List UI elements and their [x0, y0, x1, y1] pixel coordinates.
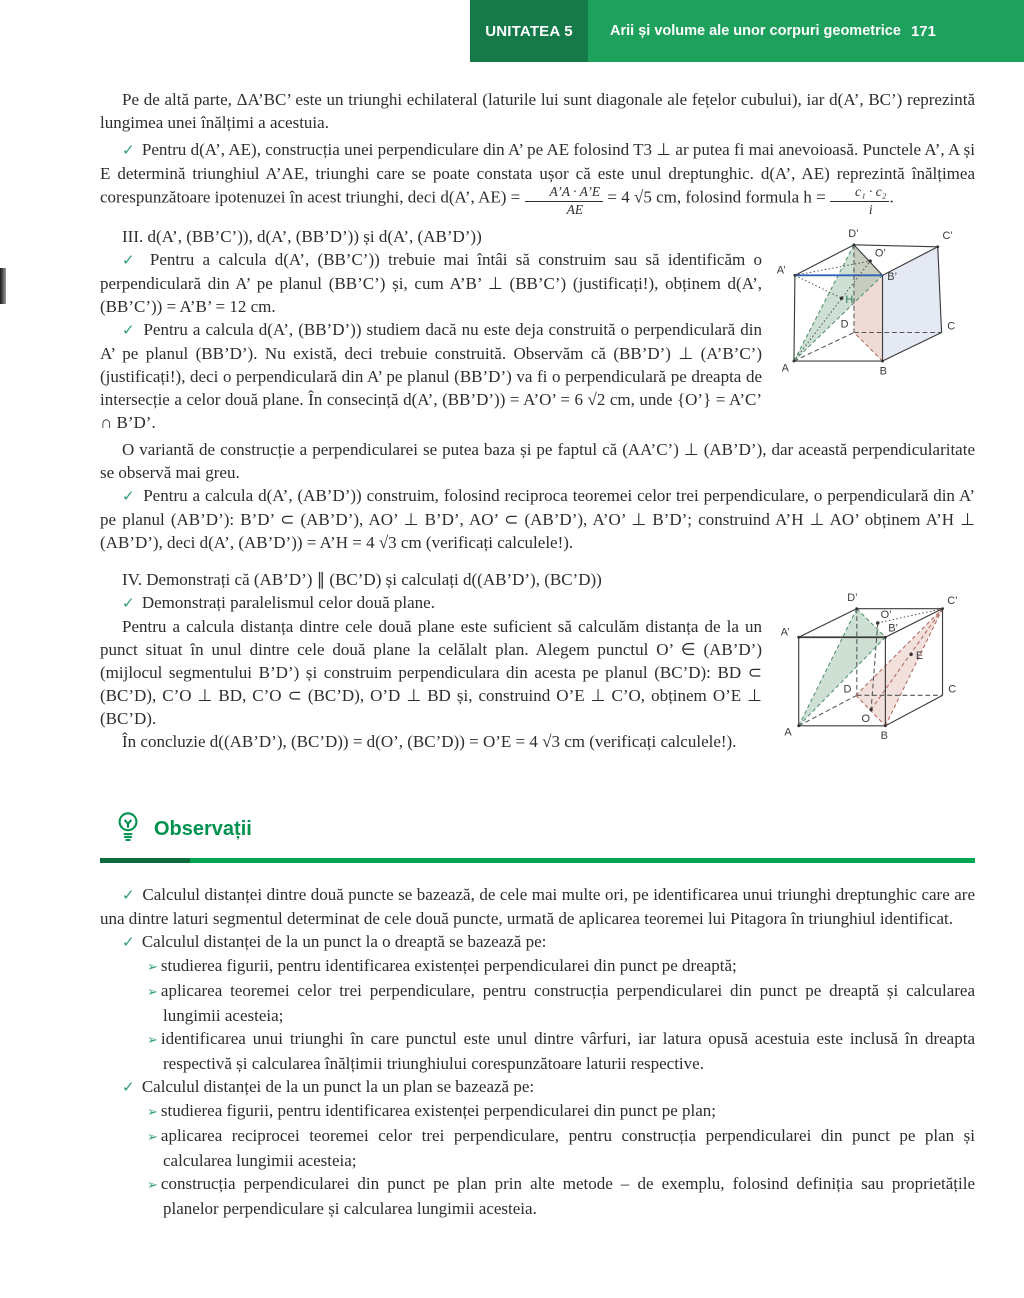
observatii-header	[114, 811, 975, 848]
paragraph-text: = 4 √5 cm, folosind formula h =	[603, 187, 830, 207]
paragraph-text: În concluzie d((AB’D’), (BC’D)) = d(O’, (BC’D)) = O’E = 4 √3 cm (verificați calculele!).	[122, 732, 737, 752]
vertex-label-b-prime: B’	[887, 271, 898, 284]
point-label-e: E	[915, 650, 924, 663]
vertex-label-c: C	[948, 683, 957, 696]
vertex-label-c-prime: C’	[947, 595, 958, 608]
heading-text: III. d(A’, (BB’C’)), d(A’, (BB’D’)) și d(A’, (AB’D’))	[122, 227, 482, 247]
obs-subitem	[100, 1124, 975, 1172]
subitem-text: aplicarea reciprocei teoremei celor trei perpendiculare, pentru construcția perpendicularei din punct pe plan și calcularea lungimii acesteia;	[160, 1126, 975, 1171]
section-iii	[100, 225, 975, 434]
cube-figure-1	[773, 221, 973, 388]
subitem-text: studierea figurii, pentru identificarea existenței perpendicularei din punct pe dreaptă;	[160, 956, 737, 976]
paragraph-bbc	[100, 248, 762, 318]
fraction-denominator: i	[868, 201, 873, 217]
observatii-title: Observații	[154, 818, 252, 841]
arrow-bullet-icon: ➢	[147, 1105, 158, 1121]
fraction	[830, 185, 890, 217]
fraction-denominator: AE	[566, 201, 584, 217]
check-icon: ✓	[122, 933, 135, 952]
heading-text: IV. Demonstrați că (AB’D’) ∥ (BC’D) și calculați d((AB’D’), (BC’D))	[122, 570, 602, 590]
paragraph-intro	[100, 88, 975, 134]
page-content	[100, 88, 975, 1220]
paragraph-distanta-plane	[100, 615, 762, 730]
vertex-label-a: A	[784, 726, 792, 739]
arrow-bullet-icon: ➢	[147, 960, 158, 976]
fraction-numerator: A’A · A’E	[525, 185, 604, 202]
subitem-text: construcția perpendicularei din punct pe plan prin alte metode – de exemplu, folosind definiția sau proprietățile planelor perpendiculare și calcularea lungimii acesteia.	[160, 1174, 975, 1219]
section-iv	[100, 568, 975, 753]
obs-subitem	[100, 954, 975, 979]
paragraph-text: Pentru a calcula d(A’, (AB’D’)) construim, folosind reciproca teoremei celor trei perpendiculare, o perpendiculară din A’ pe planul (AB’D’): B’D’ ⊂ (AB’D’), AO’ ⊥ B’D’, AO’ ⊂ (AB’D’), A’O’ ⊥ B’D’; construind A’H ⊥ AO’ obținem A’H ⊥ (AB’D’), deci d(A’, (AB’D’)) = A’H = 4 √3 cm (verificați calculele!).	[100, 486, 975, 553]
vertex-label-a: A	[781, 362, 789, 375]
chapter-subtitle: Arii și volume ale unor corpuri geometrice	[610, 23, 901, 39]
spine-mark	[0, 268, 6, 304]
check-icon: ✓	[122, 141, 135, 159]
obs-item-point-line	[100, 930, 975, 954]
paragraph-text: Demonstrați paralelismul celor două plane.	[141, 593, 435, 613]
paragraph-text: Pentru d(A’, AE), construcția unei perpendiculare din A’ pe AE folosind T3 ⊥ ar putea fi mai anevoioasă. Punctele A’, A și E determină triunghiul A’AE, triunghi care se poate constata ușor că este unul dreptunghic. d(A’, AE) reprezintă înălțimea corespunzătoare ipotenuzei în acest triunghi, deci d(A’, AE) =	[100, 140, 975, 207]
chapter-strip	[588, 0, 1024, 62]
vertex-label-b: B	[880, 730, 888, 743]
vertex-label-d: D	[843, 683, 852, 696]
obs-item-point-plane	[100, 1075, 975, 1099]
check-icon: ✓	[122, 321, 136, 340]
vertex-label-b: B	[879, 365, 887, 378]
face-bccb-fill	[883, 247, 942, 361]
section-iv-heading	[100, 568, 762, 591]
arrow-bullet-icon: ➢	[147, 1033, 158, 1049]
header-bar	[0, 0, 1024, 62]
point-label-o: O	[861, 713, 871, 726]
arrow-bullet-icon: ➢	[147, 985, 158, 1001]
check-icon: ✓	[122, 251, 139, 270]
paragraph-text: Calculul distanței dintre două puncte se bazează, de cele mai multe ori, pe identificarea unui triunghi dreptunghic care are una dintre laturi segmentul determinat de cele două puncte, urmată de aplicarea teoremei lui Pitagora în triunghiul identificat.	[100, 885, 975, 929]
obs-subitem	[100, 1027, 975, 1075]
paragraph-text: Calculul distanței de la un punct la un plan se bazează pe:	[141, 1077, 535, 1097]
paragraph-varianta	[100, 438, 975, 484]
point-label-o-prime: O’	[874, 247, 886, 260]
vertex-label-b-prime: B’	[888, 622, 898, 635]
section-iii-heading	[100, 225, 762, 248]
cube-figure-2	[773, 578, 973, 751]
paragraph-text: Pentru a calcula distanța dintre cele două plane este suficient să calculăm distanța de la un punct situat în unul dintre cele două plane la celălalt plan. Alegem punctul O’ ∈ (AB’D’) (mijlocul segmentului B’D’) și construim perpendiculara din acesta pe planul (BC’D): BD ⊂ (BC’D), C’O ⊥ BD, C’O ⊂ (BC’D), O’D ⊥ BD și, construind O’E ⊥ C’O, obținem O’E ⊥ (BC’D).	[100, 617, 762, 729]
obs-subitem	[100, 1172, 975, 1220]
check-icon: ✓	[122, 487, 136, 506]
arrow-bullet-icon: ➢	[147, 1178, 158, 1194]
paragraph-text: Pentru a calcula d(A’, (BB’C’)) trebuie mai întâi să construim sau să identificăm o perpendiculară din A’ pe planul (BB’C’) și, cum A’B’ ⊥ (BB’C’) (justificați!), obținem d(A’, (BB’C’)) = A’B’ = 12 cm.	[100, 250, 763, 317]
vertex-label-a-prime: A’	[780, 626, 790, 639]
cube-diagram-1-svg	[773, 221, 973, 383]
arrow-bullet-icon: ➢	[147, 1130, 158, 1146]
paragraph-text: O variantă de construcție a perpendicularei se putea baza și pe faptul că (AA’C’) ⊥ (AB’D’), dar această perpendicularitate se observă mai greu.	[100, 440, 975, 483]
paragraph-text: Calculul distanței de la un punct la o dreaptă se bazează pe:	[141, 932, 547, 952]
cube-diagram-2-svg	[773, 578, 973, 746]
vertex-label-d: D	[840, 318, 849, 331]
vertex-label-c-prime: C’	[942, 230, 953, 243]
subitem-text: identificarea unui triunghi în care punctul este unul dintre vârfuri, iar latura opusă acestuia este inclusă în dreapta respectivă și calcularea înălțimii triunghiului corespunzătoare laturii respective.	[160, 1029, 975, 1074]
point-label-o-prime: O’	[880, 609, 892, 622]
subitem-text: studierea figurii, pentru identificarea existenței perpendicularei din punct pe plan;	[160, 1101, 717, 1121]
paragraph-text: .	[889, 187, 894, 207]
vertex-label-a-prime: A’	[776, 264, 786, 277]
obs-item-distance-points	[100, 883, 975, 930]
obs-subitem	[100, 1099, 975, 1124]
subitem-text: aplicarea teoremei celor trei perpendiculare, pentru construcția perpendicularei din punct pe dreaptă și calcularea lungimii acesteia;	[160, 981, 975, 1026]
fraction	[525, 185, 604, 217]
paragraph-concluzie	[100, 730, 762, 753]
paragraph-text: Pentru a calcula d(A’, (BB’D’)) studiem dacă nu este deja construită o perpendiculară din A’ pe planul (BB’D’). Nu există, deci trebuie construită. Observăm că (BB’D’) ⊥ (A’B’C’) (justificați!), deci o perpendiculară din A’ pe planul (BB’D’) va fi o perpendiculară pe dreapta de intersecție a celor două plane. În consecință d(A’, (BB’D’)) = A’O’ = 6 √2 cm, unde {O’} = A’C’ ∩ B’D’.	[100, 320, 763, 433]
paragraph-bbd	[100, 318, 762, 434]
paragraph-abd	[100, 484, 975, 554]
lightbulb-icon	[114, 811, 142, 848]
check-icon: ✓	[122, 886, 135, 905]
paragraph-text: Pe de altă parte, ΔA’BC’ este un triunghi echilateral (laturile lui sunt diagonale ale fețelor cubului), iar d(A’, BC’) reprezintă lungimea unei înălțimi a acestuia.	[100, 90, 975, 132]
check-icon: ✓	[122, 1078, 135, 1097]
check-icon: ✓	[122, 594, 135, 613]
page-number: 171	[910, 22, 936, 40]
vertex-label-d-prime: D’	[847, 592, 858, 605]
fraction-numerator: c₁ · c₂	[830, 185, 890, 202]
vertex-label-c: C	[947, 320, 956, 333]
obs-subitem	[100, 979, 975, 1027]
point-label-h: H	[845, 294, 854, 307]
paragraph-demonstrati	[100, 591, 762, 615]
green-divider-rule	[100, 858, 975, 863]
vertex-label-d-prime: D’	[848, 228, 859, 241]
paragraph-d-a-ae	[100, 138, 975, 217]
unit-badge: UNITATEA 5	[470, 0, 588, 62]
